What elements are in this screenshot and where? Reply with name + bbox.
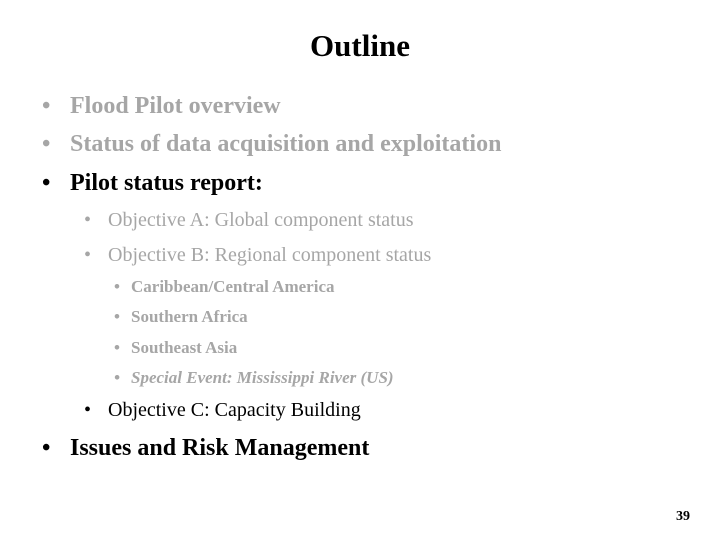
outline-region-caribbean [114,276,335,298]
bullet-icon: • [114,307,120,326]
outline-item-label: Pilot status report: [70,170,263,196]
outline-subitem-objective-a [84,207,414,233]
outline-item-label: Southern Africa [131,307,248,326]
bullet-icon: • [42,131,51,157]
slide-title: Outline [310,28,410,63]
bullet-icon: • [84,244,92,266]
outline-item-pilot-status-report [42,168,263,198]
outline-item-label: Special Event: Mississippi River (US) [131,368,394,387]
outline-item-data-acquisition [42,129,501,159]
bullet-icon: • [114,277,120,296]
bullet-icon: • [114,338,120,357]
outline-item-label: Objective C: Capacity Building [108,399,361,421]
outline-item-label: Objective B: Regional component status [108,244,432,266]
outline-item-issues-risk [42,433,369,463]
outline-subitem-objective-c [84,397,361,423]
outline-item-flood-pilot-overview [42,91,281,121]
bullet-icon: • [114,368,120,387]
outline-item-label: Southeast Asia [131,338,238,357]
outline-item-label: Flood Pilot overview [70,93,281,119]
outline-subitem-objective-b [84,242,431,268]
bullet-icon: • [84,399,92,421]
bullet-icon: • [42,93,51,119]
bullet-icon: • [42,170,51,196]
bullet-icon: • [42,435,51,461]
outline-item-label: Status of data acquisition and exploitation [70,131,502,157]
outline-region-southeast-asia [114,337,237,359]
bullet-icon: • [84,209,92,231]
outline-region-southern-africa [114,306,248,328]
outline-item-label: Objective A: Global component status [108,209,414,231]
outline-region-special-event [114,367,394,389]
page-number: 39 [676,509,690,524]
outline-item-label: Caribbean/Central America [131,277,335,296]
outline-item-label: Issues and Risk Management [70,435,370,461]
